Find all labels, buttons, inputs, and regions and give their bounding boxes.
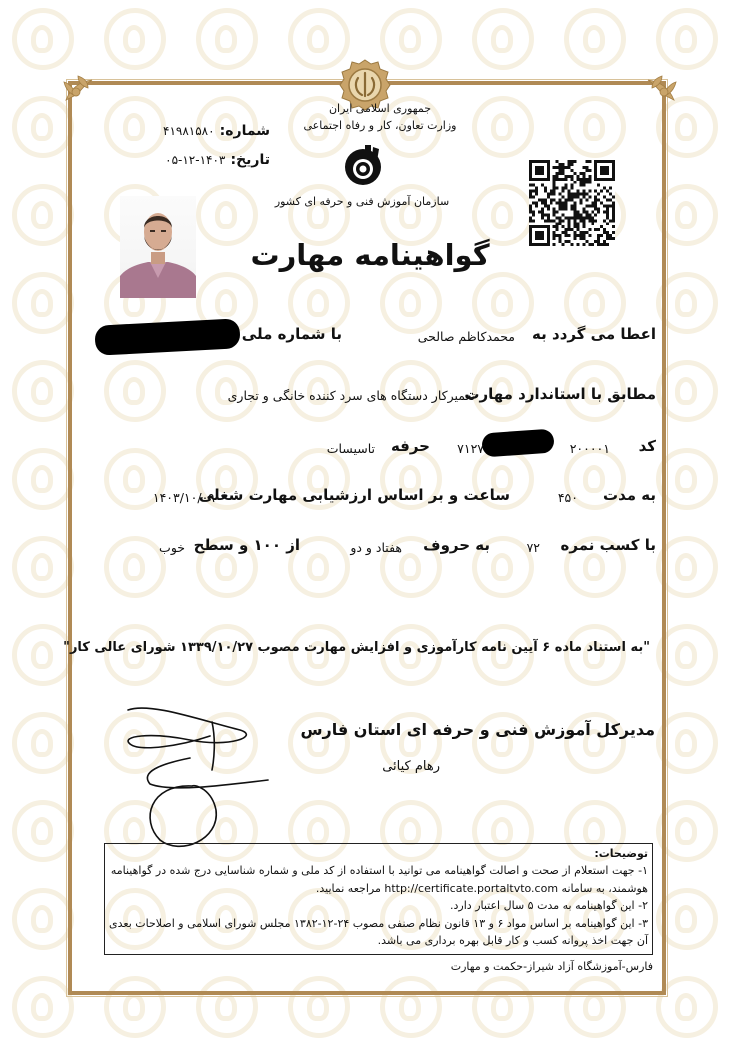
out-of-level-label: از ۱۰۰ و سطح <box>193 536 300 554</box>
holder-name: محمدکاظم صالحی <box>417 329 515 344</box>
organization-name: سازمان آموزش فنی و حرفه ای کشور <box>274 195 450 208</box>
standard-value: تعمیرکار دستگاه های سرد کننده خانگی و تجاری <box>227 388 475 403</box>
code-value-end: ۷۱۲۷ <box>457 441 484 456</box>
tvto-logo-icon <box>341 143 385 187</box>
watermark-logo-icon <box>12 448 74 510</box>
number-label: شماره: <box>219 123 270 139</box>
watermark-logo-icon <box>12 272 74 334</box>
watermark-logo-icon <box>12 8 74 70</box>
hours-assessment-label: ساعت و بر اساس ارزشیابی مهارت شغلی <box>198 486 510 504</box>
date-label: تاریخ: <box>230 152 270 168</box>
standard-label: مطابق با استاندارد مهارت <box>464 385 656 403</box>
ministry-name: وزارت تعاون، کار و رفاه اجتماعی <box>303 119 457 132</box>
trade-label: حرفه <box>390 437 430 455</box>
watermark-logo-icon <box>12 184 74 246</box>
date-value: ۱۴۰۳-۱۲-۰۵ <box>165 153 226 167</box>
code-label: کد <box>638 437 656 455</box>
duration-label: به مدت <box>603 486 656 504</box>
level-value: خوب <box>159 540 185 555</box>
signatory-name: رهام کیائی <box>382 759 440 774</box>
score-label: با کسب نمره <box>560 536 656 554</box>
issuer-footer: فارس-آموزشگاه آزاد شیراز-حکمت و مهارت <box>450 960 653 973</box>
score-value: ۷۲ <box>526 540 540 555</box>
notes-box <box>104 843 653 955</box>
watermark-logo-icon <box>12 360 74 422</box>
signature-mark <box>120 700 280 850</box>
note-item: ۱- جهت استعلام از صحت و اصالت گواهینامه می توانید با استفاده از کد ملی و شماره شناسایی درج شده در گواهینامه هوشمند، به سامانه http://certificate.portaltvto.com مراجعه نمایید. <box>110 864 648 895</box>
granted-to-label: اعطا می گردد به <box>532 325 656 343</box>
number-value: ۴۱۹۸۱۵۸۰ <box>163 124 215 138</box>
legal-basis: "به استناد ماده ۶ آیین نامه کارآموزی و افزایش مهارت مصوب ۱۳۳۹/۱۰/۲۷ شورای عالی کار" <box>63 640 650 655</box>
watermark-logo-icon <box>656 8 718 70</box>
country-name: جمهوری اسلامی ایران <box>328 102 432 115</box>
watermark-logo-icon <box>196 8 258 70</box>
national-id-label: با شماره ملی <box>241 325 342 343</box>
qr-code-icon <box>529 160 615 246</box>
watermark-logo-icon <box>12 536 74 598</box>
certificate-date <box>100 149 270 168</box>
code-redaction <box>481 429 554 458</box>
watermark-logo-icon <box>12 888 74 950</box>
assessment-date: ۱۴۰۳/۱۰/۰۹ <box>152 490 215 505</box>
certificate-number <box>110 120 270 139</box>
signatory-title: مدیرکل آموزش فنی و حرفه ای استان فارس <box>300 720 655 739</box>
notes-heading: توضیحات: <box>594 847 648 860</box>
watermark-logo-icon <box>12 624 74 686</box>
watermark-logo-icon <box>12 712 74 774</box>
score-words-value: هفتاد و دو <box>350 540 402 555</box>
watermark-logo-icon <box>12 976 74 1038</box>
watermark-logo-icon <box>104 8 166 70</box>
watermark-logo-icon <box>12 800 74 862</box>
corner-ornament-icon <box>58 70 102 110</box>
note-item: ۲- این گواهینامه به مدت ۵ سال اعتبار دارد. <box>450 899 648 912</box>
score-words-label: به حروف <box>423 536 490 554</box>
corner-ornament-icon <box>638 70 682 110</box>
note-item: ۳- این گواهینامه بر اساس مواد ۶ و ۱۳ قانون نظام صنفی مصوب ۲۴-۱۲-۱۳۸۲ مجلس شورای اسلامی و اصلاحات بعدی آن جهت اخذ پروانه کسب و کار قابل بهره برداری می باشد. <box>109 916 648 947</box>
trade-value: تاسیسات <box>326 441 375 456</box>
watermark-logo-icon <box>564 8 626 70</box>
code-value-start: ۲۰۰۰۰۱ <box>569 441 610 456</box>
certificate-title: گواهینامه مهارت <box>250 238 490 272</box>
holder-photo <box>120 196 196 298</box>
duration-value: ۴۵۰ <box>557 490 578 505</box>
watermark-logo-icon <box>472 8 534 70</box>
